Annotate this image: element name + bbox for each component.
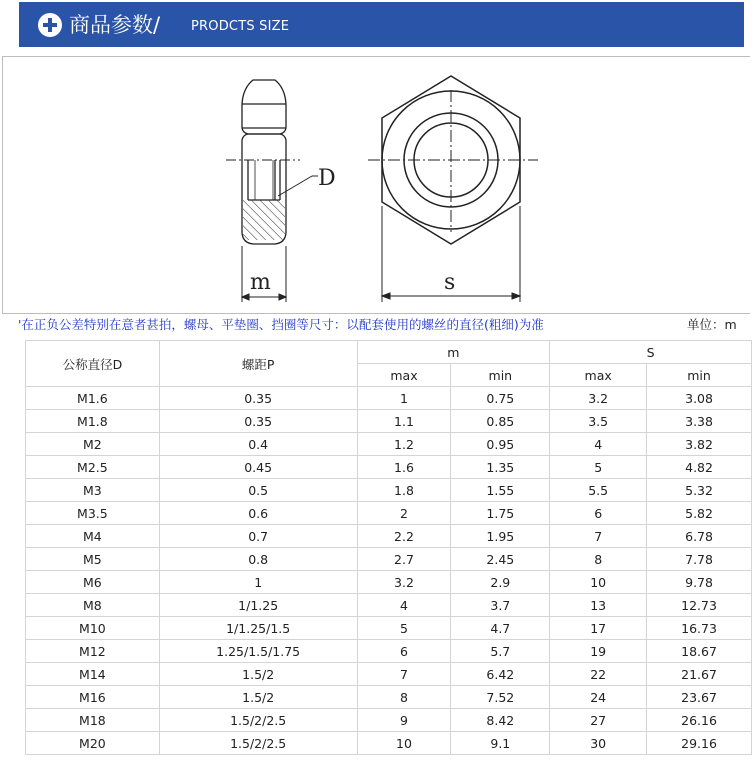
cell-pitch: 1.5/2 [159,663,357,686]
cell-diameter: M4 [26,525,160,548]
cell-s-min: 12.73 [647,594,752,617]
cell-s-min: 5.32 [647,479,752,502]
table-body [26,387,752,755]
table-row [26,456,752,479]
cell-s-max: 8 [550,548,647,571]
table-row [26,640,752,663]
cell-m-max: 1.1 [357,410,451,433]
cell-diameter: M3 [26,479,160,502]
cell-s-max: 10 [550,571,647,594]
cell-m-min: 9.1 [451,732,550,755]
cell-pitch: 0.35 [159,410,357,433]
header-s-min: min [647,364,752,387]
cell-s-max: 30 [550,732,647,755]
cell-m-max: 1.8 [357,479,451,502]
table-row [26,410,752,433]
cell-diameter: M20 [26,732,160,755]
cell-diameter: M2.5 [26,456,160,479]
cell-diameter: M18 [26,709,160,732]
cell-pitch: 1.5/2 [159,686,357,709]
cell-m-min: 6.42 [451,663,550,686]
header-s: S [550,341,752,364]
cell-m-min: 2.45 [451,548,550,571]
cell-pitch: 0.45 [159,456,357,479]
cell-pitch: 0.7 [159,525,357,548]
cell-diameter: M1.8 [26,410,160,433]
cell-s-min: 7.78 [647,548,752,571]
cell-s-max: 24 [550,686,647,709]
hatched-section [243,200,285,240]
cell-pitch: 0.6 [159,502,357,525]
cell-pitch: 1/1.25 [159,594,357,617]
cell-pitch: 0.4 [159,433,357,456]
cell-diameter: M1.6 [26,387,160,410]
d-callout [278,176,318,196]
cell-s-min: 3.82 [647,433,752,456]
cell-m-min: 1.75 [451,502,550,525]
cell-s-max: 13 [550,594,647,617]
header-nominal-diameter: 公称直径D [26,341,160,387]
label-s: s [444,270,456,295]
cell-diameter: M12 [26,640,160,663]
cell-m-max: 4 [357,594,451,617]
cell-s-max: 27 [550,709,647,732]
cell-m-min: 1.95 [451,525,550,548]
table-row [26,548,752,571]
cell-pitch: 1.5/2/2.5 [159,732,357,755]
header-pitch: 螺距P [159,341,357,387]
cell-m-max: 5 [357,617,451,640]
cell-m-max: 1.6 [357,456,451,479]
cell-diameter: M10 [26,617,160,640]
table-row [26,433,752,456]
cell-s-min: 9.78 [647,571,752,594]
cell-diameter: M16 [26,686,160,709]
banner-title: 商品参数/ [69,13,161,37]
cell-m-min: 3.7 [451,594,550,617]
cell-s-min: 21.67 [647,663,752,686]
cell-pitch: 1.25/1.5/1.75 [159,640,357,663]
cell-s-max: 4 [550,433,647,456]
table-row [26,479,752,502]
table-row [26,502,752,525]
cell-m-max: 8 [357,686,451,709]
hex-nut-technical-drawing [0,0,752,320]
cell-s-max: 7 [550,525,647,548]
cell-m-min: 1.35 [451,456,550,479]
cell-m-max: 2.2 [357,525,451,548]
cell-diameter: M14 [26,663,160,686]
table-row [26,525,752,548]
cell-m-max: 6 [357,640,451,663]
table-header-row [26,341,752,364]
cell-s-min: 6.78 [647,525,752,548]
cell-s-min: 3.08 [647,387,752,410]
label-m: m [250,270,271,295]
header-m: m [357,341,550,364]
header-m-max: max [357,364,451,387]
cell-s-min: 29.16 [647,732,752,755]
table-row [26,617,752,640]
cell-s-max: 22 [550,663,647,686]
cell-m-max: 1.2 [357,433,451,456]
table-row [26,709,752,732]
cell-m-min: 5.7 [451,640,550,663]
cell-m-min: 8.42 [451,709,550,732]
tolerance-notice: '在正负公差特别在意者甚拍，螺母、平垫圈、挡圈等尺寸：以配套使用的螺丝的直径(粗细)为准 [18,317,544,332]
table-row [26,387,752,410]
label-d: D [318,166,336,191]
cell-m-min: 7.52 [451,686,550,709]
cell-s-max: 3.2 [550,387,647,410]
cell-s-min: 5.82 [647,502,752,525]
cell-pitch: 1.5/2/2.5 [159,709,357,732]
cell-diameter: M2 [26,433,160,456]
cell-s-min: 26.16 [647,709,752,732]
header-s-max: max [550,364,647,387]
cell-s-min: 23.67 [647,686,752,709]
cell-diameter: M5 [26,548,160,571]
cell-s-min: 4.82 [647,456,752,479]
cell-m-max: 10 [357,732,451,755]
cell-pitch: 0.5 [159,479,357,502]
cell-s-max: 5.5 [550,479,647,502]
table-row [26,663,752,686]
table-row [26,571,752,594]
cell-s-max: 3.5 [550,410,647,433]
table-row [26,732,752,755]
table-row [26,686,752,709]
cell-m-min: 2.9 [451,571,550,594]
cell-s-min: 18.67 [647,640,752,663]
cell-diameter: M8 [26,594,160,617]
cell-m-min: 0.75 [451,387,550,410]
cell-m-max: 2 [357,502,451,525]
cell-pitch: 0.35 [159,387,357,410]
cell-s-max: 17 [550,617,647,640]
cell-pitch: 1 [159,571,357,594]
cell-m-max: 2.7 [357,548,451,571]
cell-m-max: 7 [357,663,451,686]
table-row [26,594,752,617]
cell-m-min: 0.95 [451,433,550,456]
cell-diameter: M3.5 [26,502,160,525]
cell-diameter: M6 [26,571,160,594]
cell-m-min: 4.7 [451,617,550,640]
cell-m-max: 1 [357,387,451,410]
cell-m-max: 9 [357,709,451,732]
cell-pitch: 1/1.25/1.5 [159,617,357,640]
cell-s-max: 19 [550,640,647,663]
unit-label: 单位：m [687,317,737,332]
cell-s-min: 3.38 [647,410,752,433]
size-table [25,340,752,755]
cell-m-max: 3.2 [357,571,451,594]
header-m-min: min [451,364,550,387]
cell-pitch: 0.8 [159,548,357,571]
banner-subtitle: PRODCTS SIZE [191,19,290,34]
cell-s-max: 5 [550,456,647,479]
cell-s-min: 16.73 [647,617,752,640]
cell-m-min: 0.85 [451,410,550,433]
cell-s-max: 6 [550,502,647,525]
cell-m-min: 1.55 [451,479,550,502]
